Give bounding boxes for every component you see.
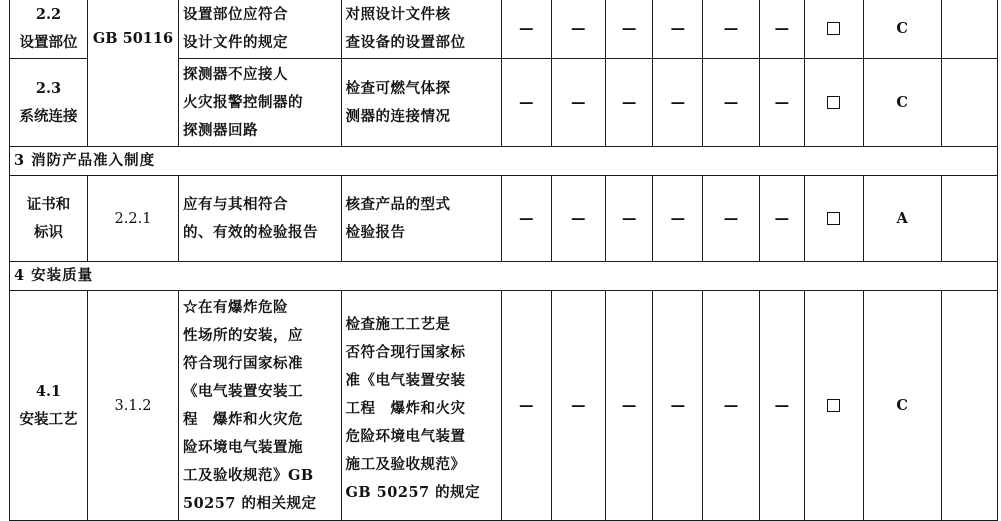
requirement-cell — [179, 291, 342, 521]
item-cell — [10, 176, 88, 262]
mark-cell: — — [759, 0, 805, 59]
requirement-line: 的、有效的检验报告 — [183, 223, 318, 241]
grade-cell: C — [863, 59, 941, 147]
table-row — [10, 291, 998, 521]
grade-cell: C — [863, 291, 941, 521]
mark-cell: — — [703, 176, 759, 262]
mark-cell: — — [551, 0, 605, 59]
mark-cell: — — [653, 0, 703, 59]
result-checkbox[interactable] — [827, 96, 840, 109]
item-cell — [10, 0, 88, 59]
requirement-line: 火灾报警控制器的 — [183, 93, 303, 111]
mark-cell: — — [703, 0, 759, 59]
method-line: 查设备的设置部位 — [345, 33, 466, 51]
requirement-line: 险环境电气装置施 — [183, 438, 303, 456]
requirement-line: 程 爆炸和火灾危 — [183, 410, 303, 428]
mark-cell: — — [551, 176, 605, 262]
mark-cell: — — [605, 291, 653, 521]
table-row — [10, 0, 998, 59]
requirement-line: 应有与其相符合 — [183, 195, 288, 213]
method-cell — [341, 291, 501, 521]
mark-cell: — — [759, 59, 805, 147]
section-heading: 3 消防产品准入制度 — [10, 147, 998, 176]
empty-cell — [941, 0, 997, 59]
checkbox-cell — [805, 291, 864, 521]
requirement-line: 探测器不应接人 — [183, 65, 288, 83]
mark-cell: — — [653, 291, 703, 521]
item-title: 证书和 — [26, 195, 71, 213]
requirement-cell — [179, 0, 342, 59]
empty-cell — [941, 176, 997, 262]
mark-cell: — — [759, 291, 805, 521]
grade-cell: C — [863, 0, 941, 59]
mark-cell: — — [703, 291, 759, 521]
requirement-line: 《电气装置安装工 — [183, 382, 303, 400]
checkbox-cell — [805, 176, 864, 262]
mark-cell: — — [501, 291, 551, 521]
result-checkbox[interactable] — [827, 212, 840, 225]
empty-cell — [941, 59, 997, 147]
method-cell — [341, 0, 501, 59]
mark-cell: — — [605, 59, 653, 147]
requirement-line: 50257 的相关规定 — [183, 494, 317, 512]
mark-cell: — — [605, 0, 653, 59]
mark-cell: — — [501, 176, 551, 262]
requirement-cell — [179, 176, 342, 262]
method-line: 检查可燃气体探 — [345, 79, 451, 97]
section-heading: 4 安装质量 — [10, 262, 998, 291]
basis-cell: 2.2.1 — [88, 176, 179, 262]
method-line: 检查施工工艺是 — [345, 315, 451, 333]
item-title: 安装工艺 — [19, 410, 78, 428]
method-line: 测器的连接情况 — [345, 107, 451, 125]
requirement-line: 设计文件的规定 — [183, 33, 288, 51]
item-cell — [10, 59, 88, 147]
item-number: 4.1 — [35, 382, 62, 400]
method-line: 对照设计文件核 — [345, 5, 451, 23]
basis-text: GB 50116 — [92, 29, 174, 47]
section-row — [10, 262, 998, 291]
basis-cell — [88, 0, 179, 147]
method-line: 工程 爆炸和火灾 — [345, 399, 466, 417]
mark-cell: — — [551, 59, 605, 147]
mark-cell: — — [501, 0, 551, 59]
checkbox-cell — [805, 59, 864, 147]
result-checkbox[interactable] — [827, 22, 840, 35]
empty-cell — [941, 291, 997, 521]
method-cell — [341, 59, 501, 147]
mark-cell: — — [759, 176, 805, 262]
requirement-line: 设置部位应符合 — [183, 5, 288, 23]
mark-cell: — — [653, 176, 703, 262]
table-row — [10, 176, 998, 262]
method-line: 核查产品的型式 — [345, 195, 451, 213]
item-number: 2.3 — [35, 79, 62, 97]
method-cell — [341, 176, 501, 262]
method-line: 危险环境电气装置 — [345, 427, 466, 445]
mark-cell: — — [501, 59, 551, 147]
checkbox-cell — [805, 0, 864, 59]
requirement-cell — [179, 59, 342, 147]
mark-cell: — — [605, 176, 653, 262]
mark-cell: — — [551, 291, 605, 521]
item-title: 系统连接 — [19, 107, 78, 125]
section-row — [10, 147, 998, 176]
method-line: 检验报告 — [345, 223, 406, 241]
inspection-table — [9, 0, 998, 521]
requirement-line: 性场所的安装，应 — [183, 326, 303, 344]
requirement-line: 工及验收规范》GB — [183, 466, 314, 484]
mark-cell: — — [653, 59, 703, 147]
method-line: GB 50257 的规定 — [345, 483, 481, 501]
item-title: 设置部位 — [19, 33, 78, 51]
basis-cell: 3.1.2 — [88, 291, 179, 521]
item-title: 标识 — [34, 223, 63, 241]
method-line: 施工及验收规范》 — [345, 455, 466, 473]
requirement-line: 探测器回路 — [183, 121, 258, 139]
method-line: 准《电气装置安装 — [345, 371, 466, 389]
requirement-line: 符合现行国家标准 — [183, 354, 303, 372]
item-cell — [10, 291, 88, 521]
method-line: 否符合现行国家标 — [345, 343, 466, 361]
mark-cell: — — [703, 59, 759, 147]
requirement-line: ☆在有爆炸危险 — [183, 298, 288, 316]
item-number: 2.2 — [35, 5, 62, 23]
grade-cell: A — [863, 176, 941, 262]
result-checkbox[interactable] — [827, 399, 840, 412]
